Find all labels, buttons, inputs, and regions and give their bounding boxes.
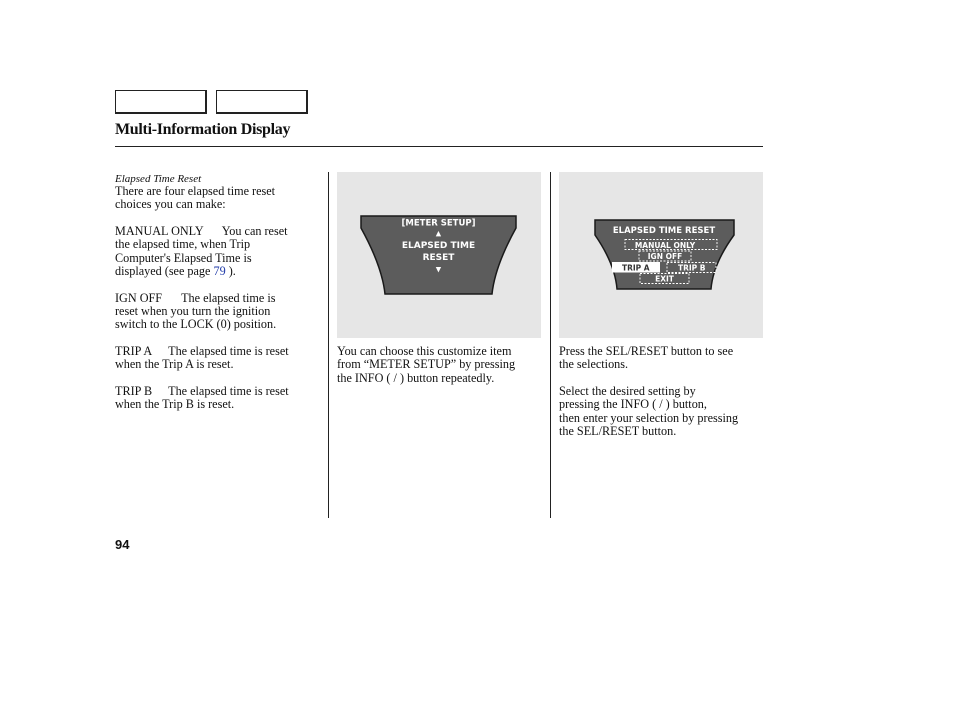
term-manual-only: MANUAL ONLY <box>115 223 204 238</box>
option-ign-off: IGN OFF <box>647 252 683 261</box>
elapsed-reset-screen <box>559 172 763 338</box>
option-trip-a-selected: TRIP A <box>622 263 650 273</box>
page-title: Multi-Information Display <box>115 121 291 138</box>
select-setting-paragraph: Select the desired setting by pressing the INFO ( / ) button, then enter your selection by pressing the SEL/RESET button. <box>559 383 739 438</box>
display-figure-elapsed-reset <box>559 172 763 338</box>
page-79-link[interactable]: 79 <box>213 263 226 278</box>
elapsed-reset-title: ELAPSED TIME RESET <box>612 226 716 236</box>
trip-b-paragraph: TRIP B The elapsed time is reset when the Trip B is reset. <box>115 383 289 412</box>
meter-setup-screen <box>337 172 541 338</box>
ign-off-paragraph: IGN OFF The elapsed time is reset when you turn the ignition switch to the LOCK (0) position. <box>115 290 277 332</box>
down-arrow-icon: ▼ <box>435 265 442 274</box>
display-figure-meter-setup <box>337 172 541 338</box>
column-middle-text: You can choose this customize item from “METER SETUP” by pressing the INFO ( / ) button repeatedly. <box>337 344 516 385</box>
sel-reset-paragraph: Press the SEL/RESET button to see the selections. <box>559 344 734 372</box>
trip-a-paragraph: TRIP A The elapsed time is reset when the Trip A is reset. <box>115 343 289 372</box>
option-exit: EXIT <box>655 274 674 284</box>
intro-paragraph: There are four elapsed time reset choices you can make: <box>115 184 276 212</box>
nav-tab-1[interactable] <box>115 90 207 114</box>
page-number: 94 <box>115 537 130 552</box>
meter-setup-title: [METER SETUP] <box>401 218 476 229</box>
subheading: Elapsed Time Reset <box>115 173 202 185</box>
column-left <box>115 173 320 425</box>
nav-tab-2[interactable] <box>216 90 308 114</box>
column-divider-1 <box>328 172 329 518</box>
column-divider-2 <box>550 172 551 518</box>
up-arrow-icon: ▲ <box>435 229 442 238</box>
reset-label: RESET <box>422 253 455 263</box>
term-ign-off: IGN OFF <box>115 290 163 305</box>
option-manual-only: MANUAL ONLY <box>634 240 696 250</box>
term-trip-b: TRIP B <box>115 383 153 398</box>
column-right-text <box>559 345 769 452</box>
manual-only-paragraph: MANUAL ONLY You can reset the elapsed time, when Trip Computer's Elapsed Time is displayed (see page 79 ). <box>115 223 288 278</box>
title-rule <box>115 146 763 147</box>
elapsed-time-label: ELAPSED TIME <box>401 241 476 251</box>
option-trip-b: TRIP B <box>678 263 706 273</box>
term-trip-a: TRIP A <box>115 343 153 358</box>
